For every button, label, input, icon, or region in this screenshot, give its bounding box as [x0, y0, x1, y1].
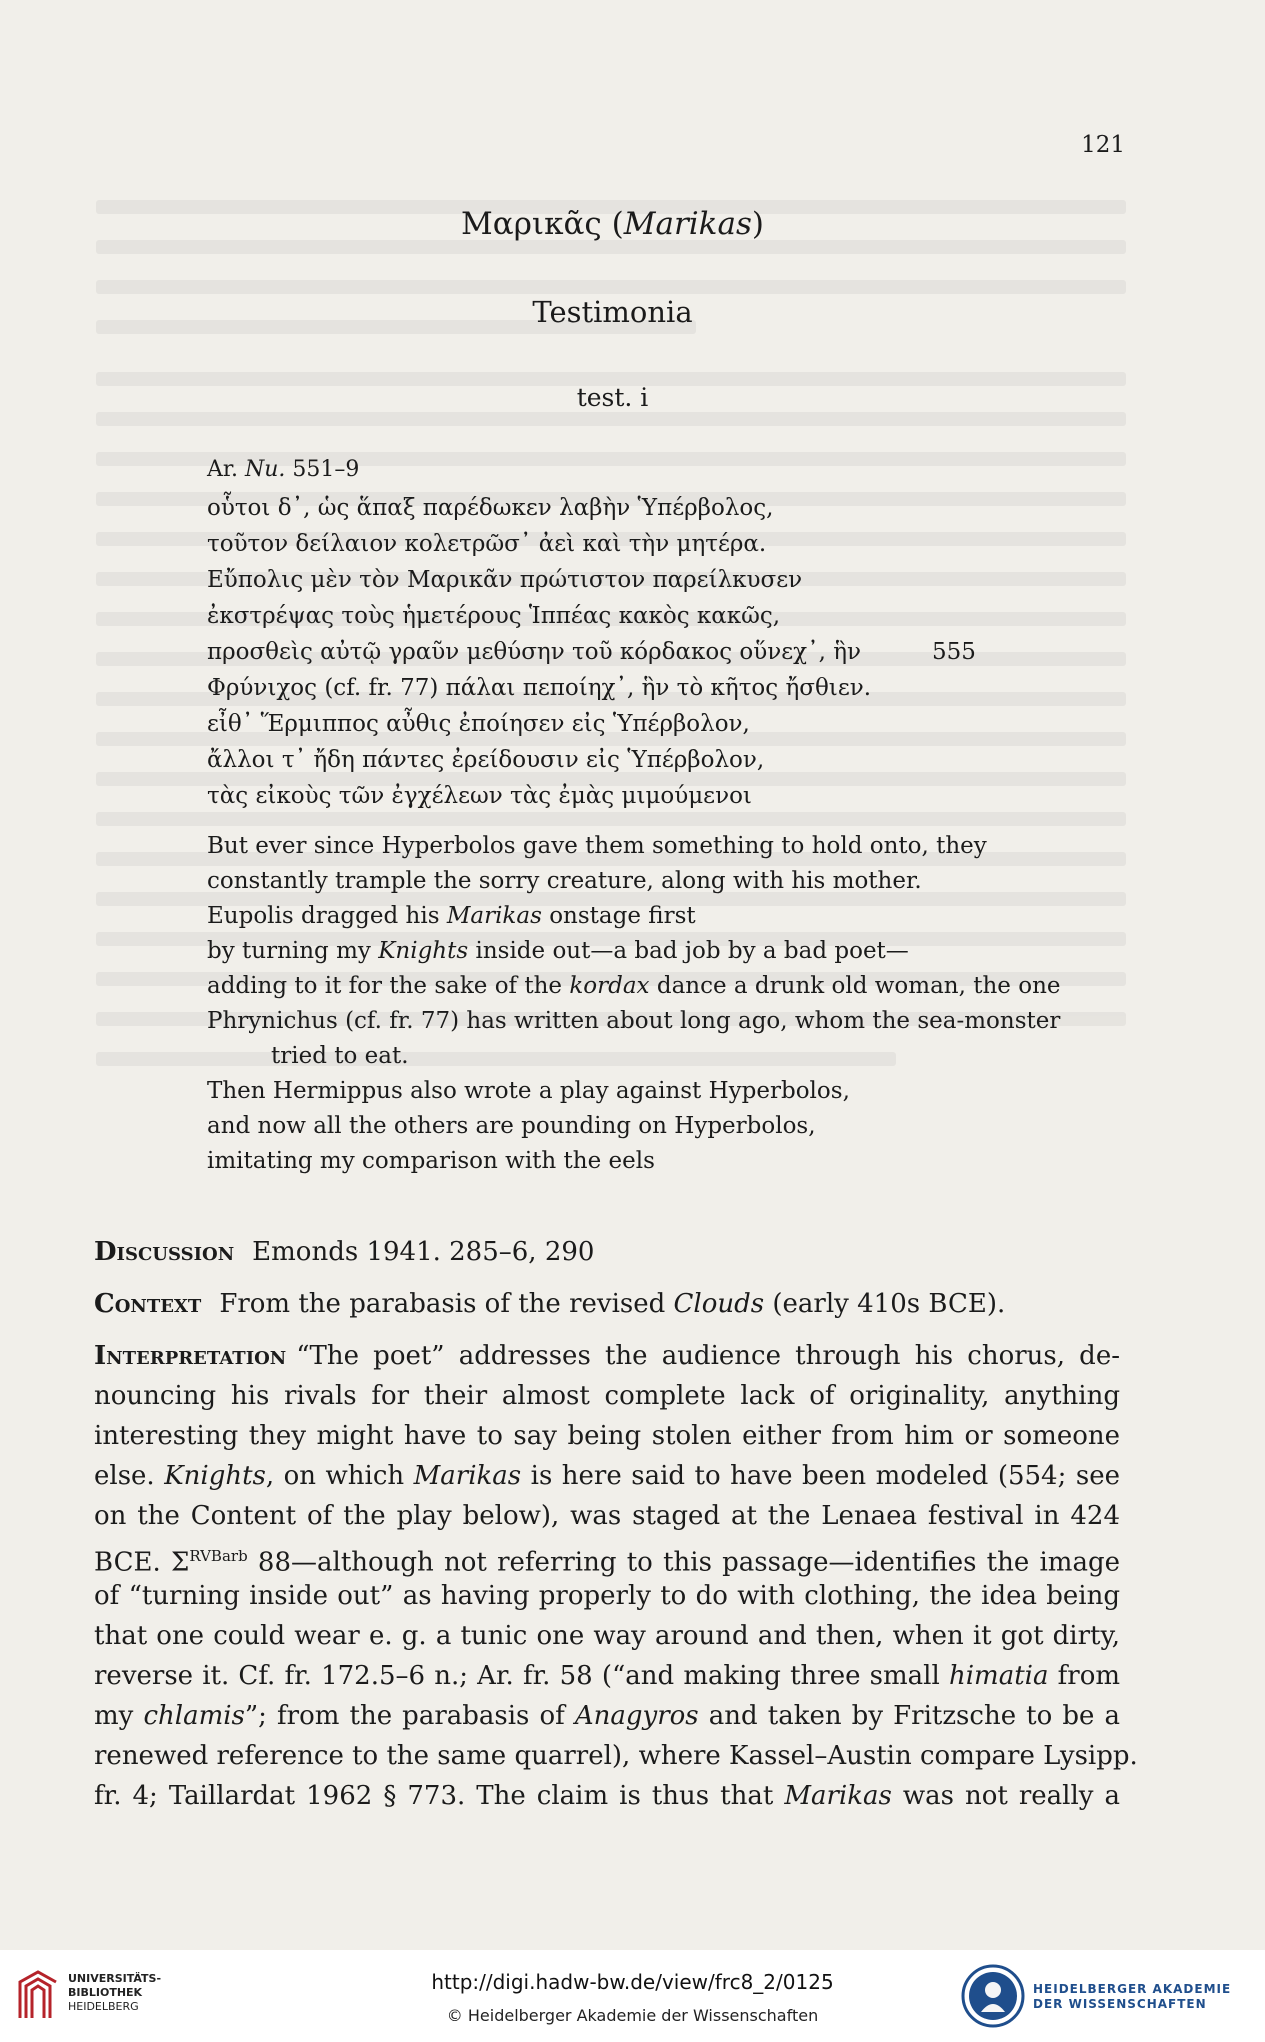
translation-text: tried to eat. — [271, 1043, 409, 1069]
interpretation-text: nouncing his rivals for their almost complete lack of originality, anything — [94, 1381, 1120, 1411]
greek-line-text: ἐκστρέψας τοὺς ἡμετέρους Ἱππέας κακὸς κακῶς, — [207, 603, 781, 629]
translation-text: inside out—a bad job by a bad poet— — [468, 938, 909, 964]
title-latin: Marikas — [623, 206, 752, 242]
scholia-siglum: RVBarb — [189, 1547, 248, 1565]
interpretation-text: was not really a — [891, 1781, 1120, 1811]
interpretation-text: “The poet” addresses the audience through his chorus, de- — [296, 1341, 1120, 1371]
source-lines: 551–9 — [292, 457, 360, 482]
interpretation-text: is here said to have been modeled (554; see — [521, 1461, 1120, 1491]
testimonium-label: test. i — [576, 383, 649, 412]
translation-text: adding to it for the sake of the — [207, 973, 570, 999]
translation-text: constantly trample the sorry creature, along with his mother. — [207, 868, 922, 894]
interpretation-text: BCE. Σ — [94, 1547, 190, 1578]
library-name-line: HEIDELBERG — [68, 2000, 139, 2013]
translation-text: onstage first — [541, 903, 696, 929]
translation-line — [207, 1039, 1061, 1074]
greek-line — [207, 562, 871, 598]
greek-line — [207, 670, 871, 706]
translation-line — [207, 934, 1061, 969]
italic-title: Marikas — [784, 1781, 892, 1811]
translation-line — [207, 829, 1061, 864]
interpretation-text: from — [1048, 1661, 1120, 1691]
interpretation-line — [94, 1616, 1120, 1656]
interpretation-line — [94, 1496, 1120, 1536]
italic-title: Marikas — [446, 903, 542, 929]
interpretation-text: and taken by Fritzsche to be a — [698, 1701, 1121, 1731]
page-url-link[interactable]: http://digi.hadw-bw.de/view/frc8_2/0125 — [431, 1970, 834, 1994]
academy-logo — [961, 1964, 1251, 2028]
interpretation-line — [94, 1336, 1120, 1376]
translation-line — [207, 1004, 1061, 1039]
academy-name-line: DER WISSENSCHAFTEN — [1033, 1997, 1207, 2011]
interpretation-text: else. — [94, 1461, 165, 1491]
interpretation-text: on the Content of the play below), was staged at the Lenaea festival in 424 — [94, 1501, 1120, 1531]
interpretation-line — [94, 1576, 1120, 1616]
interpretation-text: , on which — [265, 1461, 414, 1491]
discussion-text: Emonds 1941. 285–6, 290 — [252, 1237, 595, 1267]
translation-text: dance a drunk old woman, the one — [649, 973, 1061, 999]
italic-title: Anagyros — [574, 1701, 699, 1731]
italic-title: himatia — [948, 1661, 1049, 1691]
translation-text: Phrynichus (cf. fr. 77) has written about long ago, whom the sea-monster — [207, 1008, 1061, 1034]
interpretation-text: of “turning inside out” as having properly to do with clothing, the idea being — [94, 1581, 1120, 1611]
footer-bar — [0, 1950, 1265, 2042]
greek-line-text: Φρύνιχος (cf. fr. 77) πάλαι πεποίηχ᾽, ἣν τὸ κῆτος ἤσθιεν. — [207, 675, 872, 701]
interpretation-text: interesting they might have to say being stolen either from him or someone — [94, 1421, 1120, 1451]
italic-title: Marikas — [413, 1461, 522, 1491]
interpretation-text: renewed reference to the same quarrel), where Kassel–Austin compare Lysipp. — [94, 1741, 1138, 1771]
context-line — [94, 1289, 1005, 1319]
greek-line — [207, 778, 871, 814]
italic-title: chlamis — [143, 1701, 245, 1731]
greek-line-text: τοῦτον δείλαιον κολετρῶσ᾽ ἀεὶ καὶ τὴν μητέρα. — [207, 531, 767, 557]
interpretation-line — [94, 1536, 1120, 1576]
interpretation-line — [94, 1656, 1120, 1696]
translation-line — [207, 899, 1061, 934]
interpretation-line — [94, 1736, 1138, 1776]
context-pre: From the parabasis of the revised — [219, 1289, 674, 1319]
greek-text — [207, 490, 976, 814]
italic-title: Knights — [164, 1461, 266, 1491]
source-author: Ar. — [207, 457, 238, 482]
greek-line — [207, 526, 871, 562]
interpretation-paragraph — [94, 1336, 1138, 1816]
source-reference — [207, 457, 359, 482]
copyright-notice: © Heidelberger Akademie der Wissenschaften — [446, 2006, 819, 2025]
translation-text: But ever since Hyperbolos gave them something to hold onto, they — [207, 833, 987, 859]
translation-text: Then Hermippus also wrote a play against Hyperbolos, — [207, 1078, 850, 1104]
page-number: 121 — [1081, 132, 1125, 158]
greek-line — [207, 598, 871, 634]
interpretation-line — [94, 1416, 1120, 1456]
interpretation-text: my — [94, 1701, 144, 1731]
greek-line — [207, 706, 871, 742]
interpretation-label: Interpretation — [94, 1341, 287, 1371]
greek-line-text: τὰς εἰκοὺς τῶν ἐγχέλεων τὰς ἐμὰς μιμούμενοι — [207, 783, 752, 809]
greek-line-text: εἶθ᾽ Ἕρμιππος αὖθις ἐποίησεν εἰς Ὑπέρβολον, — [207, 711, 750, 737]
greek-line-text: Εὔπολις μὲν τὸν Μαρικᾶν πρώτιστον παρείλκυσεν — [207, 567, 803, 593]
translation-line — [207, 969, 1061, 1004]
academy-seal-icon — [961, 1964, 1025, 2028]
greek-line — [207, 490, 871, 526]
translation-line — [207, 864, 1061, 899]
interpretation-text: ”; from the parabasis of — [244, 1701, 575, 1731]
translation-line — [207, 1144, 1061, 1179]
greek-line — [207, 742, 871, 778]
academy-name — [1033, 1982, 1231, 2012]
greek-line-text: ἄλλοι τ᾽ ἤδη πάντες ἐρείδουσιν εἰς Ὑπέρβολον, — [207, 747, 765, 773]
translation-line — [207, 1074, 1061, 1109]
interpretation-text: reverse it. Cf. fr. 172.5–6 n.; Ar. fr. 58 (“and making three small — [94, 1661, 949, 1691]
library-name-line: UNIVERSITÄTS- — [68, 1972, 162, 1985]
discussion-label: Discussion — [94, 1237, 235, 1267]
italic-title: Knights — [378, 938, 469, 964]
context-label: Context — [94, 1289, 202, 1319]
interpretation-text: 88—although not referring to this passage—identifies the image — [247, 1547, 1120, 1578]
section-heading: Testimonia — [532, 295, 693, 329]
play-title: Μαρικᾶς (Marikas) — [461, 206, 764, 242]
interpretation-line — [94, 1776, 1120, 1816]
translation-line — [207, 1109, 1061, 1144]
greek-line-text: προσθεὶς αὐτῷ γραῦν μεθύσην τοῦ κόρδακος οὕνεχ᾽, ἣν — [207, 639, 861, 665]
interpretation-line — [94, 1696, 1120, 1736]
interpretation-text: fr. 4; Taillardat 1962 § 773. The claim is thus that — [94, 1781, 785, 1811]
library-name-line: BIBLIOTHEK — [68, 1986, 143, 1999]
translation — [207, 829, 1061, 1179]
title-greek: Μαρικᾶς — [461, 206, 602, 242]
interpretation-line — [94, 1376, 1120, 1416]
translation-text: and now all the others are pounding on Hyperbolos, — [207, 1113, 816, 1139]
interpretation-text: that one could wear e. g. a tunic one way around and then, when it got dirty, — [94, 1621, 1120, 1651]
greek-line — [207, 634, 976, 670]
italic-title: kordax — [569, 973, 650, 999]
context-italic: Clouds — [673, 1289, 765, 1319]
academy-name-line: HEIDELBERGER AKADEMIE — [1033, 1982, 1232, 1996]
context-post: (early 410s BCE). — [764, 1289, 1006, 1319]
translation-text: by turning my — [207, 938, 379, 964]
discussion-line — [94, 1237, 594, 1267]
translation-text: imitating my comparison with the eels — [207, 1148, 655, 1174]
line-number: 555 — [932, 639, 976, 665]
translation-text: Eupolis dragged his — [207, 903, 447, 929]
greek-line-text: οὗτοι δ᾽, ὡς ἅπαξ παρέδωκεν λαβὴν Ὑπέρβολος, — [207, 495, 774, 521]
interpretation-line — [94, 1456, 1120, 1496]
source-work: Nu. — [244, 457, 286, 482]
